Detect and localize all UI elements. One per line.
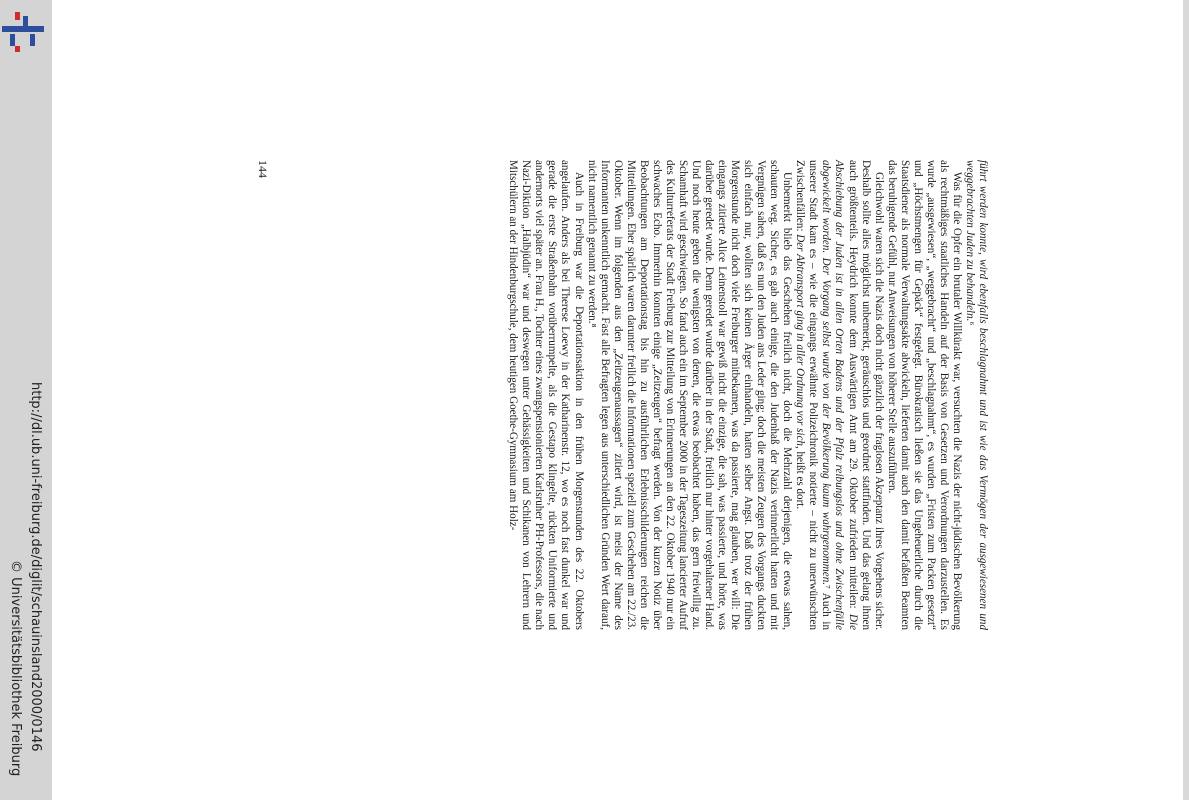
document-url[interactable]: http://dl.ub.uni-freiburg.de/diglit/schauinsland2000/0146	[28, 382, 43, 752]
copyright-notice: © Universitätsbibliothek Freiburg	[8, 560, 23, 777]
body-text: Auch in Freiburg war die Deportationsaktion in den frühen Morgenstunden des 22. Oktobers angelaufen. Anders als bei Therese Loewy in der Katharinenstr. 12, wo es noch fast dunkel war und gerade die erste Straßenbahn vorüberrumpelte, als die Gestapo klingelte, rückten Uniformierte und andernorts viel später an. Frau H., Tochter eines zwangspensionierten Karlsruher PH-Professors, die nach Nazi-Diktion „Halbjüdin“ war und deswegen unter Gehässigkeiten und Schikanen von Lehrern und Mitschülern an der Hindenburgschule, dem heutigen Goethe-Gymnasium am Holz-	[507, 160, 585, 630]
page-image-area	[52, 0, 1183, 800]
page-body	[506, 160, 989, 630]
paragraph	[585, 160, 794, 630]
paragraph	[793, 160, 884, 630]
body-text: Was für die Opfer ein brutaler Willkürakt war, versuchten die Nazis der nicht-jüdischen Bevölkerung als rechtmäßiges staatliches Handeln auf der Basis von Gesetzen und Verordnungen darzustellen. Es wurde „ausgewiesen“, „weggebracht“ und „beschlagnahmt“, es wurden „Fristen zum Packen gesetzt“ und „Höchstmengen für Gepäck“ festgelegt. Bürokratisch ließen sie das Ungeheuerliche durch die Staatsdiener als normale Verwaltungsakte abwickeln, lieferten damit auch den damit befaßten Beamten das beruhigende Gefühl, nur Anweisungen von höherer Stelle auszuführen.	[885, 160, 963, 630]
italic-text: führt werden konnte, wird ebenfalls beschlagnahmt und ist wie das Vermögen der ausgewiesenen und weggebrachten Juden zu behandeln.	[963, 160, 989, 630]
page-number: 144	[256, 160, 270, 178]
body-text: Unbemerkt blieb das Geschehen freilich nicht, doch die Mehrzahl derjenigen, die etwas sahen, schauten weg. Sicher, es gab auch einige, die den Judenhaß der Nazis verinnerlicht hatten und mit Vergnügen sahen, daß es nun den Juden ans Leder ging; doch die meisten Zeugen des Vorgangs duckten sich einfach nur, wollten sich keinen Ärger einhandeln, hatten selber Angst. Daß trotz der frühen Morgenstunde nicht doch viele Freiburger mitbekamen, was da passierte, mag glauben, wer will: Die eingangs zitierte Alice Leinenstoll war gewiß nicht die einzige, die sah, was passierte, und hörte, was darüber geredet wurde. Denn geredet wurde darüber in der Stadt, freilich nur hinter vorgehaltener Hand. Und noch heute geben die wenigsten von denen, die etwas beobachtet haben, das gern freiwillig zu. Schamhaft wird geschwiegen. So fand auch ein im September 2000 in der Tageszeitung lancierter Aufruf des Kulturreferats der Stadt Freiburg zur Mitteilung von Erinnerungen an den 22. Oktober 1940 nur ein schwaches Echo. Immerhin konnten einige „Zeitzeugen“ befragt werden. Von der kurzen Notiz über Beobachtungen am Deportationstag bis hin zu ausführlichen Erlebnisschilderungen reichen die Mitteilungen. Eher spärlich waren darunter freilich die Informationen speziell zum Geschehen am 22./23. Oktober. Wenn im folgenden aus den „Zeitzeugenaussagen“ zitiert wird, ist meist der Name des Informanten unkenntlich gemacht. Fast alle Befragten legen aus unterschiedlichen Gründen Wert darauf, nicht namentlich genannt zu werden.⁸	[585, 160, 794, 630]
body-text: heißt es dort.	[794, 448, 807, 510]
ub-freiburg-logo-icon	[2, 10, 44, 52]
paragraph	[506, 160, 584, 630]
viewer-sidebar	[0, 0, 52, 800]
rotated-page	[249, 160, 989, 630]
italic-text: Die Abschiebung der Juden ist in allen Orten Badens und der Pfalz reibungslos und ohne Zwischenfälle abgewickelt worden. Der Vorgang selbst wurde von der Bevölkerung kaum wahrgenommen.	[820, 160, 859, 630]
body-text: ⁷ Auch in unserer Stadt kam es – wie die eingangs erwähnte Polizeichronik notierte – nicht zu unerwünschten Zwischenfällen:	[794, 160, 833, 630]
paragraph	[885, 160, 963, 630]
body-text: ⁶	[963, 321, 976, 326]
body-text: Gleichwohl waren sich die Nazis doch nicht gänzlich der fraglosen Akzeptanz ihres Vorgehens sicher. Deshalb sollte alles möglichst unbemerkt, geräuschlos und geordnet stattfinden. Und das gelang ihnen auch größtenteils. Heydrich konnte dem Auswärtigen Amt am 29. Oktober zufrieden mitteilen:	[846, 160, 885, 630]
right-edge-strip	[1183, 0, 1189, 800]
italic-text: Der Abtransport ging in aller Ordnung vor sich,	[794, 234, 807, 449]
paragraph	[963, 160, 989, 630]
